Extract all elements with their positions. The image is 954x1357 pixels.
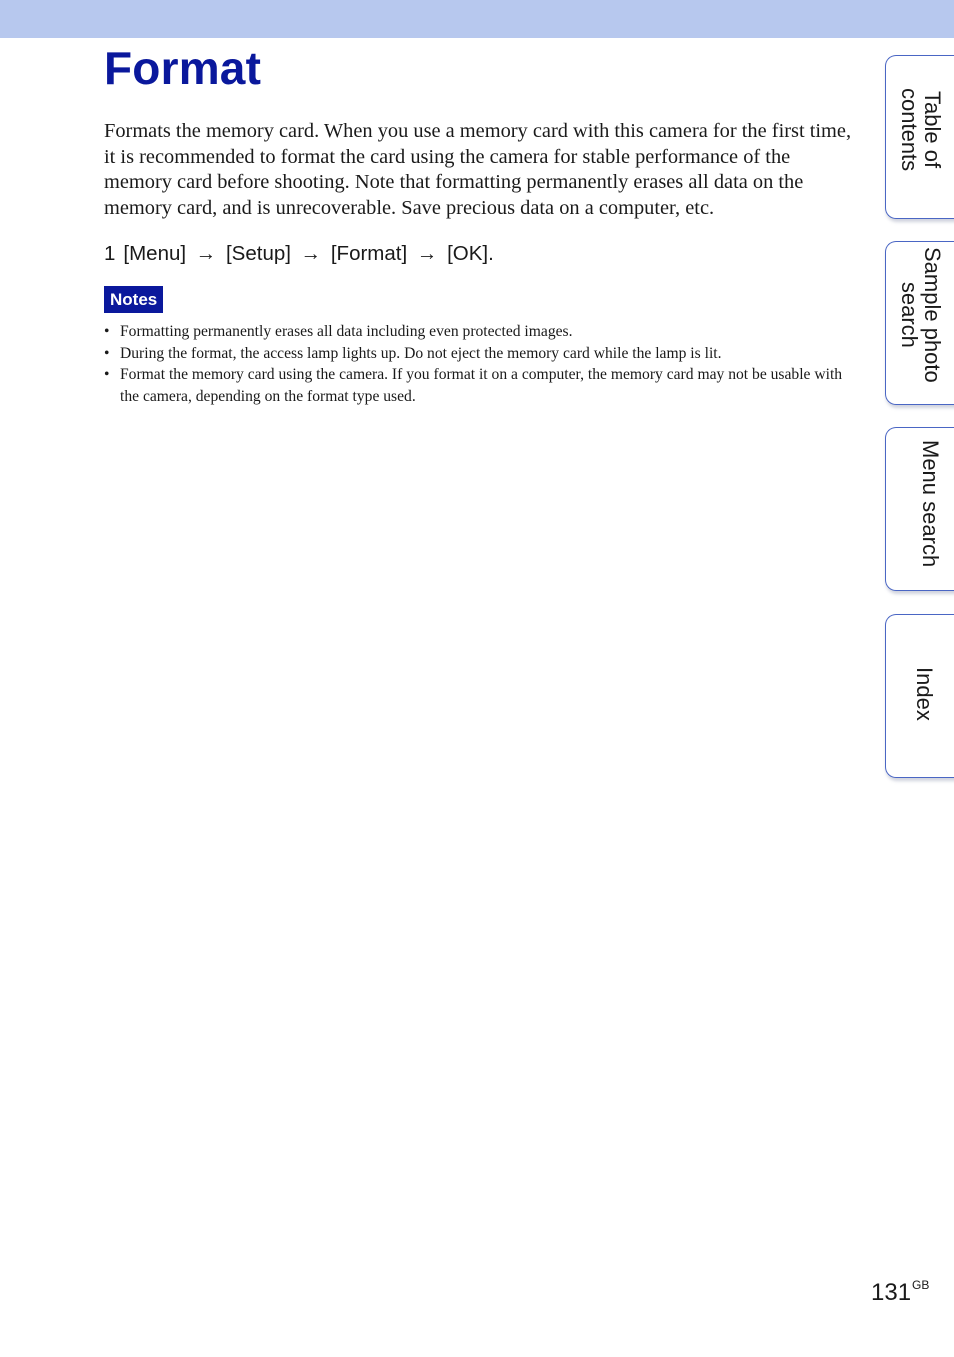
note-text: Formatting permanently erases all data including even protected images.: [120, 323, 573, 340]
intro-paragraph: Formats the memory card. When you use a memory card with this camera for the first time, it is recommended to format the card using the camera for stable performance of the memory card before shooting. Note that formatting permanently erases all data on the memory card, and is unrecoverable. Save precious data on a computer, etc.: [104, 120, 852, 219]
notes-badge: Notes: [104, 286, 163, 313]
note-item: [104, 343, 849, 365]
note-text: During the format, the access lamp lights up. Do not eject the memory card while the lamp is lit.: [120, 344, 722, 362]
step-item-ok: [OK].: [447, 242, 494, 265]
procedure-step: [104, 240, 494, 268]
tab-label-line: Table of: [920, 91, 945, 169]
step-number: 1: [104, 242, 116, 265]
tab-label-line: Index: [912, 667, 937, 721]
tab-label-line: Menu search: [918, 440, 943, 568]
tab-label-line: contents: [897, 88, 922, 172]
page-number-suffix: GB: [912, 1278, 930, 1292]
bullet-icon: •: [104, 366, 110, 383]
tab-label-line: search: [897, 281, 922, 348]
step-item-menu: [Menu]: [123, 242, 187, 265]
step-item-format: [Format]: [330, 242, 408, 265]
page-number: [871, 1278, 929, 1311]
page-title: Format: [104, 42, 262, 94]
tab-menu-search-label: [919, 440, 942, 567]
note-item: [104, 364, 849, 407]
header-band: [0, 0, 954, 38]
bullet-icon: •: [104, 323, 110, 340]
arrow-right-icon: →: [300, 242, 322, 265]
tab-label-line: Sample photo: [920, 247, 945, 383]
step-item-setup: [Setup]: [225, 242, 291, 265]
note-text: Format the memory card using the camera. If you format it on a computer, the memory card may not be usable with the camera, depending on the format type used.: [120, 366, 843, 405]
tab-table-of-contents-label: [898, 88, 944, 171]
bullet-icon: •: [104, 344, 110, 362]
tab-sample-photo-search-label: [898, 247, 944, 383]
arrow-right-icon: →: [195, 242, 217, 265]
note-item: [104, 321, 849, 343]
tab-index-label: [913, 667, 936, 721]
arrow-right-icon: →: [416, 242, 438, 265]
notes-list: [104, 321, 849, 407]
page-number-value: 131: [871, 1279, 912, 1306]
